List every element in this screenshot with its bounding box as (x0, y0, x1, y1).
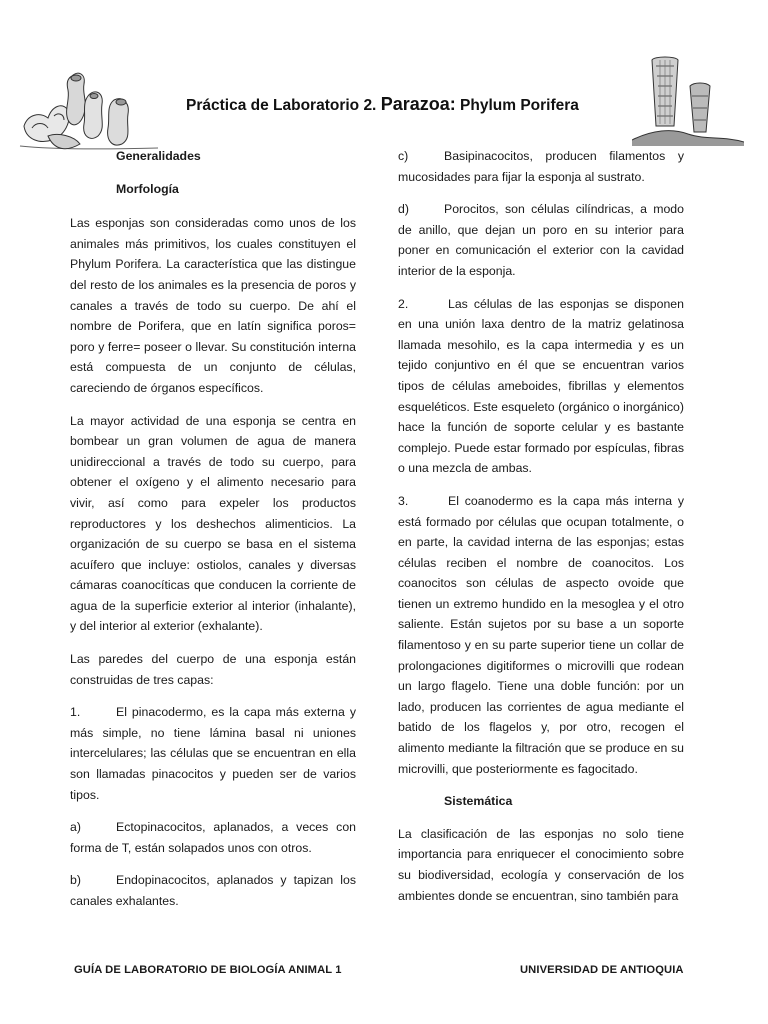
list-item-text: Las células de las esponjas se disponen en una unión laxa dentro de la matriz gelatinosa llamada mesohilo, es la capa intermedia y es un tejido conjuntivo en él que se encuentran varios tipos de células ameboides, fibrillas y elementos esqueléticos. Este esqueleto (orgánico o inorgánico) hace la función de soporte celular y es bastante complejo. Puede estar formado por espículas, fibras o una mezcla de ambas. (398, 296, 684, 476)
list-marker: c) (398, 149, 409, 163)
list-item-text: El coanodermo es la capa más interna y está formado por células que ocupan totalmente, o en parte, la cavidad interna de las esponjas; estas células reciben el nombre de coanocitos. Los coanocitos son células de aspecto ovoide que tienen un extremo hundido en la mesoglea y el otro saliente. Están sujetos por su base a un soporte filamentoso y en su parte superior tiene un collar de prolongaciones digitiformes o microvilli que rodean un largo flagelo. Tiene una doble función: por un lado, producen las corrientes de agua mediante el batido de los flagelos y, por otro, recogen el alimento mediante la filtración que se produce en su microvilli, que posteriormente es fagocitado. (398, 493, 684, 776)
page-title (186, 94, 626, 115)
list-item (70, 870, 356, 911)
paragraph: Las paredes del cuerpo de una esponja están construidas de tres capas: (70, 652, 356, 687)
list-marker: 2. (398, 296, 409, 311)
list-marker: 1. (70, 705, 81, 720)
list-marker: d) (398, 202, 409, 217)
list-item-text: El pinacodermo, es la capa más externa y más simple, no tiene lámina basal ni uniones intercelulares; las células que se encuentran en ella son llamadas pinacocitos y pueden ser de varios tipos. (70, 705, 356, 802)
footer-university: UNIVERSIDAD DE ANTIOQUIA (520, 964, 684, 976)
list-item-text: Endopinacocitos, aplanados y tapizan los canales exhalantes. (70, 873, 356, 908)
sponge-illustration-right (632, 56, 744, 146)
paragraph: La mayor actividad de una esponja se centra en bombear un gran volumen de agua de manera unidireccional a través de todo su cuerpo, para obtener el oxígeno y el alimento necesario para vivir, así como para expeler los productos reproductores y los deshechos alimenticios. La organización de su cuerpo se basa en el sistema acuífero que incluye: ostiolos, canales y diversas cámaras coanocíticas que conducen la corriente de agua de la superficie exterior al interior (inhalante), y del interior al exterior (exhalante). (70, 413, 356, 634)
list-item (398, 294, 684, 479)
right-column (398, 146, 684, 918)
list-marker: b) (70, 873, 81, 888)
title-suffix: Phylum Porifera (455, 97, 579, 114)
list-item (70, 817, 356, 858)
list-item (398, 146, 684, 187)
list-item-text: Ectopinacocitos, aplanados, a veces con forma de T, están solapados unos con otros. (70, 820, 356, 855)
list-item (398, 491, 684, 779)
list-item (70, 702, 356, 805)
list-marker: a) (70, 820, 81, 835)
heading-generalidades: Generalidades (116, 149, 201, 163)
heading-sistematica: Sistemática (444, 794, 513, 809)
list-item-text: Porocitos, son células cilíndricas, a modo de anillo, que dejan un poro en su interior para poner en comunicación el exterior con la cavidad interior de la esponja. (398, 202, 684, 278)
footer-guide-title: GUÍA DE LABORATORIO DE BIOLOGÍA ANIMAL 1 (74, 964, 342, 976)
sponge-illustration-left (18, 66, 168, 158)
list-item-text: Basipinacocitos, producen filamentos y mucosidades para fijar la esponja al sustrato. (398, 149, 684, 184)
title-emphasis: Parazoa: (380, 94, 456, 114)
list-item (398, 199, 684, 281)
left-column (70, 146, 356, 924)
heading-morfologia: Morfología (116, 181, 179, 196)
title-prefix: Práctica de Laboratorio 2. (186, 97, 381, 114)
paragraph: La clasificación de las esponjas no solo tiene importancia para enriquecer el conocimiento sobre su biodiversidad, ecología y conservación de los ambientes donde se encuentran, sino también para (398, 826, 684, 903)
paragraph: Las esponjas son consideradas como unos de los animales más primitivos, los cuales constituyen el Phylum Porifera. La característica que las distingue del resto de los animales es la presencia de poros y canales a través de todo su cuerpo. De ahí el nombre de Porifera, que en latín significa poros= poro y ferre= poseer o llevar. Su constitución interna está compuesta de un conjunto de células, careciendo de órganos específicos. (70, 216, 356, 395)
list-marker: 3. (398, 493, 409, 508)
